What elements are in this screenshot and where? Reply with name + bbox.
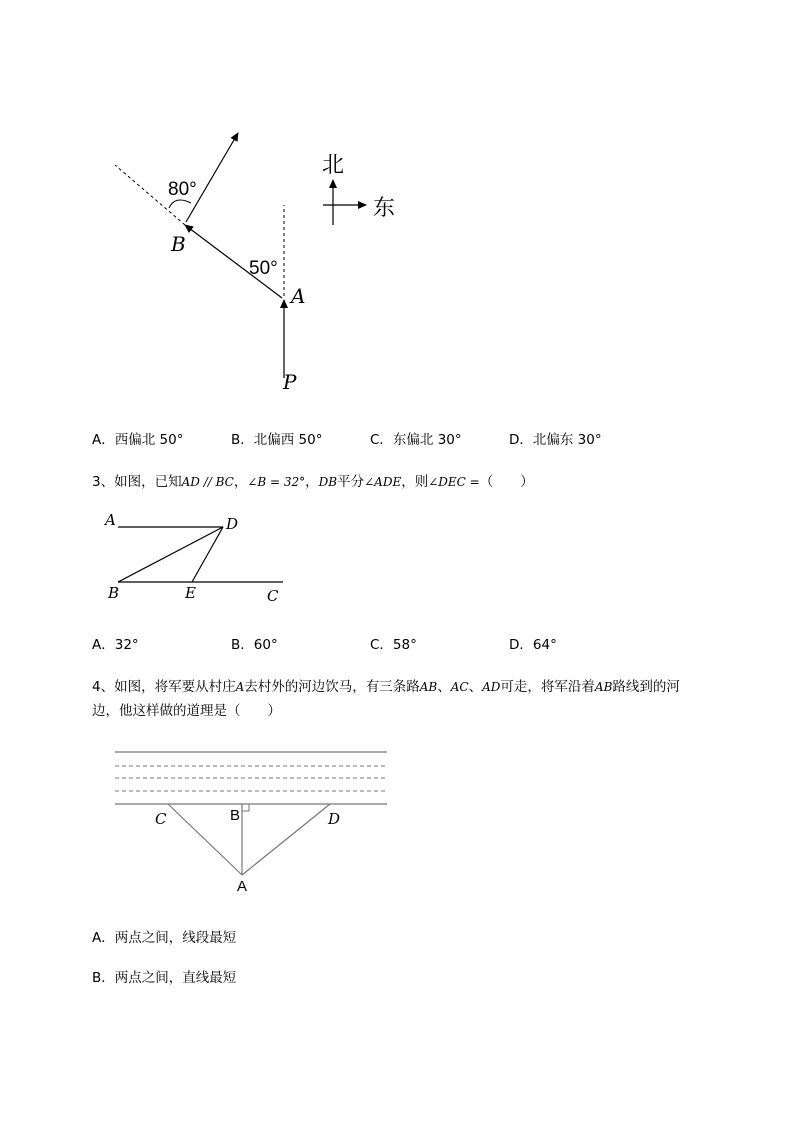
q4-text-1: 如图，将军要从村庄: [114, 679, 236, 695]
q2-option-d: D．北偏东 30°: [509, 432, 602, 448]
q4-text-4: 路线到的河: [612, 679, 680, 695]
q4-number: 4、: [92, 679, 115, 695]
label-50: 50°: [249, 258, 278, 279]
path-AD: [242, 804, 330, 875]
q3-text-4: 平分: [337, 474, 365, 490]
right-angle-mark: [242, 804, 249, 811]
q4-text-3: 可走，将军沿着: [500, 679, 595, 695]
label-P: P: [283, 370, 297, 394]
q3-label-E: E: [185, 584, 196, 602]
q4-option-b: B．两点之间，直线最短: [92, 970, 237, 986]
q4-label-D: D: [328, 810, 341, 828]
q3-text-3: ，: [305, 474, 319, 490]
q3-math-1: AD // BC: [181, 475, 234, 489]
q2-option-c: C．东偏北 30°: [370, 432, 462, 448]
q4-label-C: C: [155, 810, 167, 828]
q3-label-C: C: [267, 587, 279, 605]
label-80: 80°: [168, 179, 197, 200]
q4-sep-2: 、: [468, 679, 483, 695]
q2-option-a: A．西偏北 50°: [92, 432, 184, 448]
q3-option-c: C．58°: [370, 637, 417, 653]
q3-blank: （ ）: [479, 474, 534, 490]
q3-text-5: ，则: [401, 474, 429, 490]
q4-label-B: B: [230, 807, 241, 824]
q3-label-B: B: [108, 584, 120, 602]
label-B: B: [171, 232, 186, 256]
q4-math-2: AB: [419, 680, 438, 694]
q4-sep-1: 、: [437, 679, 451, 695]
q4-math-4: AD: [482, 680, 501, 694]
label-A: A: [291, 284, 306, 308]
q3-math-4: ∠ADE: [364, 475, 402, 489]
q3-math-2: ∠B = 32°: [247, 475, 306, 489]
q3-option-d: D．64°: [509, 637, 557, 653]
q3-label-D: D: [226, 515, 239, 533]
q2-option-b: B．北偏西 50°: [231, 432, 323, 448]
q3-text-1: 如图，已知: [114, 474, 182, 490]
q3-label-A: A: [105, 511, 116, 529]
q3-option-a: A．32°: [92, 637, 139, 653]
q3-text-2: ，: [233, 474, 248, 490]
label-north: 北: [322, 153, 345, 178]
q4-text-2: 去村外的河边饮马，有三条路: [244, 679, 420, 695]
q4-math-3: AC: [450, 680, 469, 694]
q4-math-1: A: [235, 680, 245, 694]
q3-math-5: ∠DEC =: [428, 475, 480, 489]
label-east: 东: [373, 196, 396, 221]
q4-stem-line2: 边，他这样做的道理是（ ）: [92, 703, 281, 719]
q3-math-3: DB: [318, 475, 338, 489]
q3-number: 3、: [92, 474, 115, 490]
q4-label-A: A: [237, 878, 248, 895]
q3-option-b: B．60°: [231, 637, 278, 653]
q4-math-5: AB: [594, 680, 613, 694]
q4-option-a: A．两点之间，线段最短: [92, 930, 237, 946]
